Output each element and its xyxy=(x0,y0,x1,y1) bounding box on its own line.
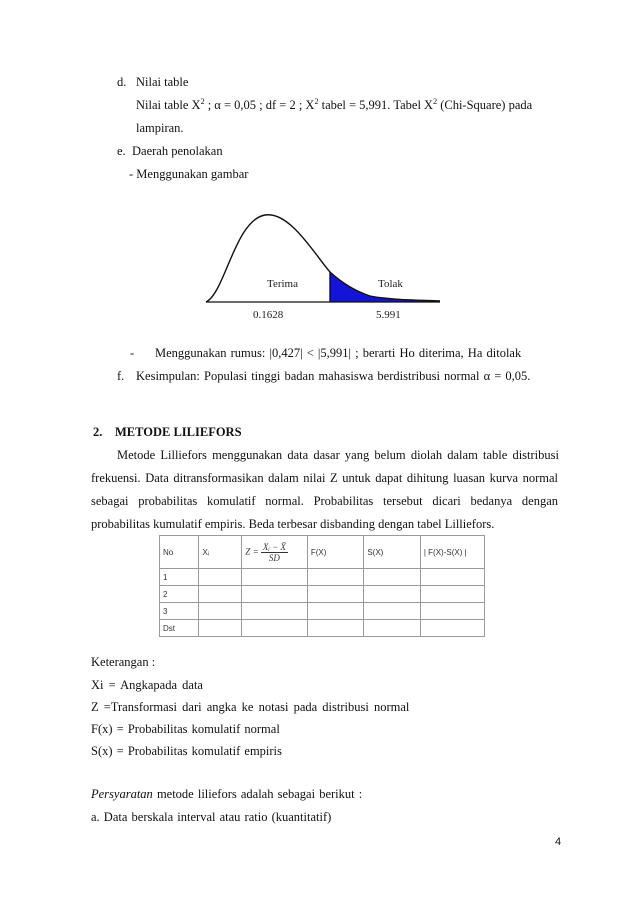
keterangan-item-sx: S(x) = Probabilitas komulatif empiris xyxy=(91,744,282,758)
heading-2-number: 2. xyxy=(93,425,103,439)
persyaratan-italic: Persyaratan xyxy=(91,787,153,801)
rumus-dash: - xyxy=(130,346,135,360)
section-f-text: Kesimpulan: Populasi tinggi badan mahasiswa berdistribusi normal α = 0,05. xyxy=(136,369,531,383)
chi-square-distribution-figure xyxy=(200,205,445,323)
paragraph-line-4: probabilitas kumulatif empiris. Beda terbesar disbanding dengan tabel Lilliefors. xyxy=(91,517,495,531)
rumus-text: Menggunakan rumus: |0,427| < |5,991| ; berarti Ho diterima, Ha ditolak xyxy=(155,346,522,360)
right-value-label: 5.991 xyxy=(376,309,401,321)
superscript: 2 xyxy=(433,97,438,106)
reject-region-label: Tolak xyxy=(378,278,403,290)
paragraph-line-3: sebagai probabilitas komulatif normal. Probabilitas tersebut dicari bedanya dengan xyxy=(91,494,558,508)
header-no: No xyxy=(160,536,199,569)
section-e-label: e. xyxy=(117,144,126,158)
row-number: Dst xyxy=(160,620,199,637)
header-xi: Xᵢ xyxy=(199,536,242,569)
accept-region-label: Terima xyxy=(267,278,298,290)
keterangan-title: Keterangan : xyxy=(91,655,156,669)
row-number: 1 xyxy=(160,569,199,586)
section-d-title: Nilai table xyxy=(136,75,189,89)
heading-2-title: METODE LILIEFORS xyxy=(115,425,242,439)
line1-part-d: (Chi-Square) pada xyxy=(437,98,533,112)
table-row xyxy=(160,603,485,620)
table-row xyxy=(160,586,485,603)
persyaratan-item-a: a. Data berskala interval atau ratio (kuantitatif) xyxy=(91,810,332,824)
distribution-curve xyxy=(206,215,440,302)
paragraph-line-2: frekuensi. Data ditransformasikan dalam nilai Z untuk dapat dihitung luasan kurva normal xyxy=(91,471,558,485)
page-number: 4 xyxy=(555,836,562,848)
keterangan-item-xi: Xi = Angkapada data xyxy=(91,678,203,692)
left-value-label: 0.1628 xyxy=(253,309,284,321)
z-symbol: Z = xyxy=(245,546,259,557)
section-e-title: Daerah penolakan xyxy=(132,144,223,158)
superscript: 2 xyxy=(314,97,319,106)
header-z-formula xyxy=(242,536,308,569)
row-number: 3 xyxy=(160,603,199,620)
persyaratan-line xyxy=(91,787,362,802)
z-denominator: SD xyxy=(268,552,280,563)
line1-part-b: ; α = 0,05 ; df = 2 ; X xyxy=(204,98,315,112)
section-d-label: d. xyxy=(117,75,127,89)
section-e-sub: - Menggunakan gambar xyxy=(129,167,249,181)
z-numerator: Xᵢ − X̄ xyxy=(262,541,286,552)
table-row xyxy=(160,569,485,586)
section-f-label: f. xyxy=(117,369,125,383)
row-number: 2 xyxy=(160,586,199,603)
keterangan-item-z: Z =Transformasi dari angka ke notasi pada distribusi normal xyxy=(91,700,410,714)
line1-part-c: tabel = 5,991. Tabel X xyxy=(318,98,434,112)
section-d-line1 xyxy=(136,98,559,113)
section-d-line2: lampiran. xyxy=(136,121,184,135)
persyaratan-rest: metode liliefors adalah sebagai berikut : xyxy=(152,787,363,801)
header-sx: S(X) xyxy=(364,536,421,569)
lilliefors-table xyxy=(159,535,485,637)
line1-part-a: Nilai table X xyxy=(136,98,201,112)
table-header-row xyxy=(160,536,485,569)
keterangan-item-fx: F(x) = Probabilitas komulatif normal xyxy=(91,722,280,736)
header-fx: F(X) xyxy=(307,536,364,569)
superscript: 2 xyxy=(200,97,205,106)
paragraph-line-1: Metode Lilliefors menggunakan data dasar yang belum diolah dalam table distribusi xyxy=(117,448,559,462)
table-row xyxy=(160,620,485,637)
z-fraction xyxy=(261,542,288,563)
header-diff: | F(X)-S(X) | xyxy=(420,536,484,569)
